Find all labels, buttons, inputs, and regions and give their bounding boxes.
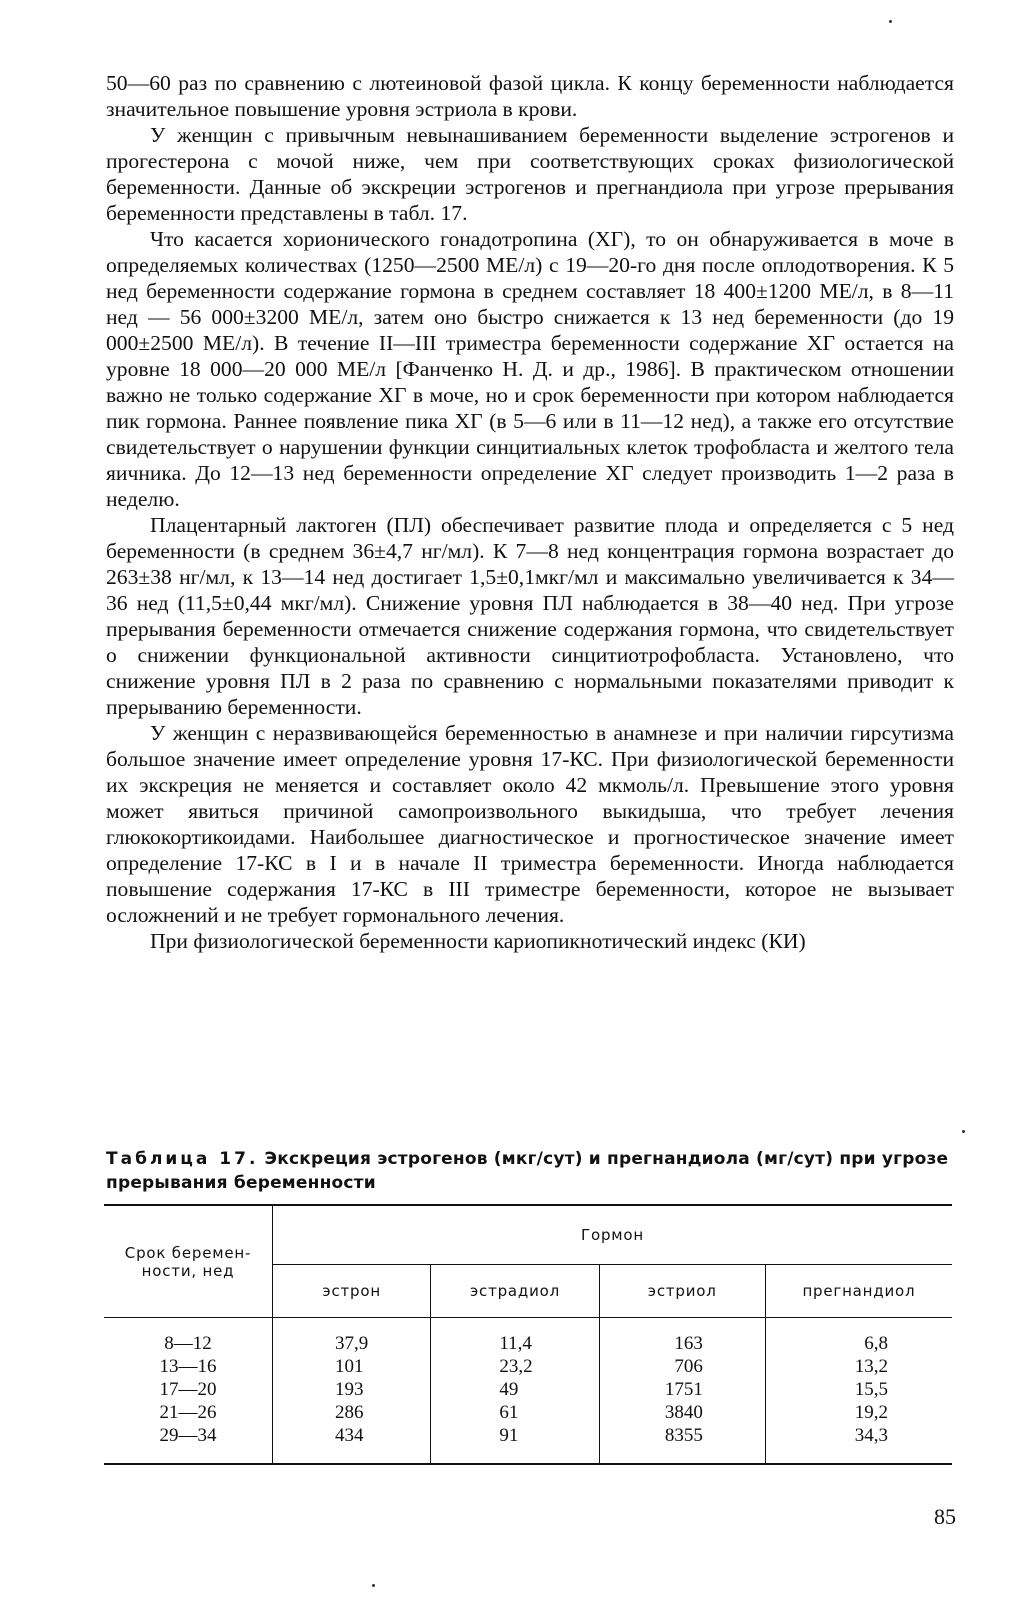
print-speck: [889, 20, 892, 23]
term-cell: 21—26: [159, 1402, 217, 1423]
estriol-cell: 163: [674, 1333, 703, 1354]
estriol-cell: 706: [674, 1356, 703, 1377]
pregnanediol-cell: 13,2: [854, 1356, 888, 1377]
data-table: [104, 1204, 952, 1465]
estriol-column: [599, 1318, 765, 1465]
body-text: [106, 70, 954, 954]
paragraph: У женщин с привычным невынашиванием беременности выделение эстрогенов и прогестерона с мочой ниже, чем при соответствующих сроках физиологической беременности. Данные об экскреции эстрогенов и прегнандиола при угрозе прерывания беременности представлены в табл. 17.: [106, 123, 954, 225]
term-cell: 17—20: [159, 1379, 217, 1400]
table-caption-text: Экскреция эстрогенов (мкг/сут) и прегнандиола (мг/сут) при угрозе прерывания беременности: [106, 1149, 949, 1193]
paragraph: 50—60 раз по сравнению с лютеиновой фазой цикла. К концу беременности наблюдается значительное повышение уровня эстриола в крови.: [106, 71, 954, 121]
table-caption-label: Таблица 17.: [106, 1149, 259, 1169]
col-header-estradiol: эстрадиол: [431, 1265, 599, 1318]
estriol-cell: 1751: [664, 1379, 703, 1400]
paragraph: У женщин с неразвивающейся беременностью в анамнезе и при наличии гирсутизма большое значение имеет определение уровня 17-КС. При физиологической беременности их экскреция не меняется и составляет около 42 мкмоль/л. Превышение этого уровня может явиться причиной самопроизвольного выкидыша, что требует лечения глюкокортикоидами. Наибольшее диагностическое и прогностическое значение имеет определение 17-КС в I и в начале II триместра беременности. Иногда наблюдается повышение содержания 17-КС в III триместре беременности, которое не вызывает осложнений и не требует гормонального лечения.: [106, 721, 954, 927]
term-header-line2: ности, нед: [141, 1261, 235, 1280]
print-speck: [372, 1584, 375, 1587]
col-header-pregnanediol: прегнандиол: [765, 1265, 952, 1318]
estrone-cell: 434: [335, 1425, 364, 1446]
group-header: Гормон: [273, 1205, 953, 1265]
estriol-cell: 8355: [664, 1425, 703, 1446]
paragraph: При физиологической беременности кариопикнотический индекс (КИ): [150, 929, 806, 953]
estrone-cell: 101: [335, 1356, 364, 1377]
estradiol-cell: 11,4: [499, 1333, 532, 1354]
term-cell: 13—16: [159, 1356, 217, 1377]
table-caption: [106, 1147, 954, 1195]
estradiol-column: [431, 1318, 599, 1465]
pregnanediol-cell: 15,5: [854, 1379, 888, 1400]
estradiol-cell: 49: [499, 1379, 519, 1400]
pregnanediol-cell: 34,3: [854, 1425, 888, 1446]
paragraph: Что касается хорионического гонадотропина (ХГ), то он обнаруживается в моче в определяемых количествах (1250—2500 МЕ/л) с 19—20-го дня после оплодотворения. К 5 нед беременности содержание гормона в среднем составляет 18 400±1200 МЕ/л, в 8—11 нед — 56 000±3200 МЕ/л, затем оно быстро снижается к 13 нед беременности (до 19 000±2500 МЕ/л). В течение II—III триместра беременности содержание ХГ остается на уровне 18 000—20 000 МЕ/л [Фанченко Н. Д. и др., 1986]. В практическом отношении важно не только содержание ХГ в моче, но и срок беременности при котором наблюдается пик гормона. Раннее появление пика ХГ (в 5—6 или в 11—12 нед), а также его отсутствие свидетельствует о нарушении функции синцитиальных клеток трофобласта и желтого тела яичника. До 12—13 нед беременности определение ХГ следует производить 1—2 раза в неделю.: [106, 227, 954, 511]
pregnanediol-cell: 19,2: [854, 1402, 888, 1423]
term-header-line1: Срок беремен-: [124, 1243, 252, 1262]
estrone-column: [273, 1318, 431, 1465]
estrone-cell: 37,9: [335, 1333, 369, 1354]
estradiol-cell: 61: [499, 1402, 519, 1423]
estrone-cell: 193: [335, 1379, 364, 1400]
print-speck: [962, 1130, 965, 1133]
term-header: [104, 1205, 273, 1318]
pregnanediol-column: [765, 1318, 952, 1465]
table-body-row: [104, 1318, 952, 1465]
term-cell: 29—34: [159, 1425, 217, 1446]
estrone-cell: 286: [335, 1402, 364, 1423]
term-column: [104, 1318, 273, 1465]
estriol-cell: 3840: [664, 1402, 703, 1423]
estradiol-cell: 91: [499, 1425, 519, 1446]
col-header-estriol: эстриол: [599, 1265, 765, 1318]
pregnanediol-cell: 6,8: [864, 1333, 888, 1354]
col-header-estrone: эстрон: [273, 1265, 431, 1318]
paragraph: Плацентарный лактоген (ПЛ) обеспечивает развитие плода и определяется с 5 нед беременности (в среднем 36±4,7 нг/мл). К 7—8 нед концентрация гормона возрастает до 263±38 нг/мл, к 13—14 нед достигает 1,5±0,1мкг/мл и максимально увеличивается к 34—36 нед (11,5±0,44 мкг/мл). Снижение уровня ПЛ наблюдается в 38—40 нед. При угрозе прерывания беременности отмечается снижение содержания гормона, что свидетельствует о снижении функциональной активности синцитиотрофобласта. Установлено, что снижение уровня ПЛ в 2 раза по сравнению с нормальными показателями приводит к прерыванию беременности.: [106, 513, 954, 719]
estradiol-cell: 23,2: [499, 1356, 533, 1377]
page-number: 85: [934, 1504, 956, 1529]
term-cell: 8—12: [164, 1333, 212, 1354]
